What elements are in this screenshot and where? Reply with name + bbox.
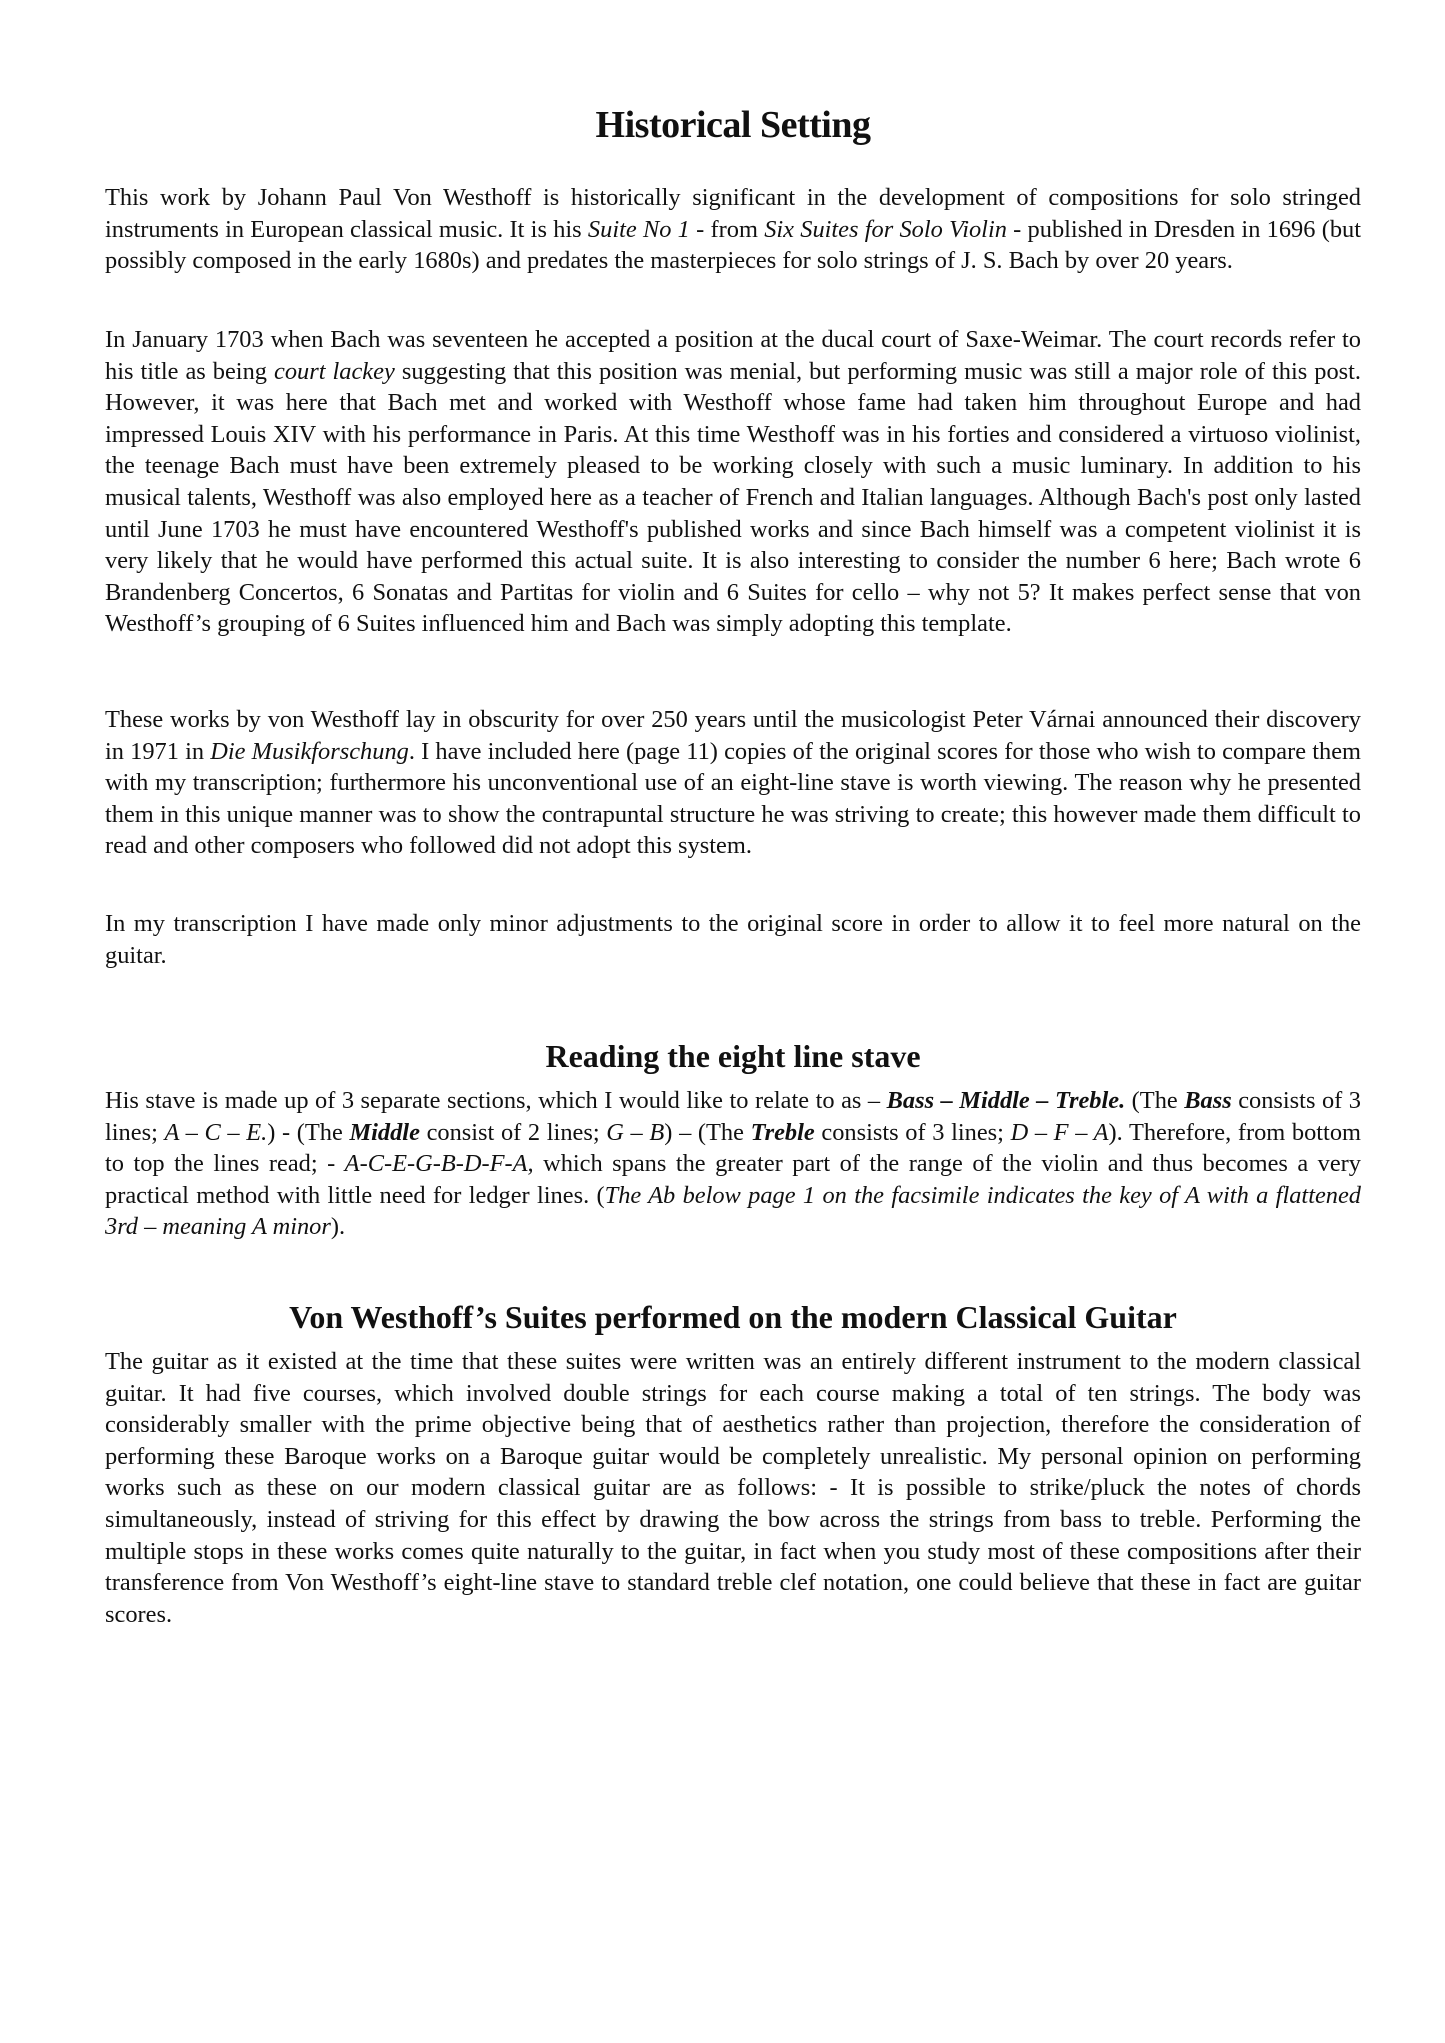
italic-text: Suite No 1 <box>587 215 690 243</box>
bold-italic-text: Bass <box>1184 1087 1232 1114</box>
bold-italic-text: Treble <box>750 1118 815 1146</box>
italic-text: G – B <box>606 1118 665 1146</box>
text-run: consists of 3 lines; <box>105 1087 1361 1146</box>
italic-text: Die Musikforschung <box>210 737 409 765</box>
text-run: ) – (The <box>664 1118 751 1146</box>
text-run: consist of 2 lines; <box>419 1118 607 1146</box>
text-run: consists of 3 lines; <box>814 1118 1011 1146</box>
text-run: - from <box>689 215 765 243</box>
paragraph-westhoff-significance <box>105 182 1361 277</box>
text-run: In my transcription I have made only minor adjustments to the original score in order to allow it to feel more natural on the guitar. <box>105 910 1361 969</box>
italic-text: A-C-E-G-B-D-F-A, <box>344 1150 534 1178</box>
paragraph-transcription-note <box>105 908 1361 971</box>
text-run: . I have included here (page 11) copies of the original scores for those who wish to compare them with my transcription; furthermore his unconventional use of an eight-line stave is worth viewing. The reason why he presented them in this unique manner was to show the contrapuntal structure he was striving to create; this however made them difficult to read and other composers who followed did not adopt this system. <box>105 737 1361 860</box>
text-run: The guitar as it existed at the time that these suites were written was an entirely different instrument to the modern classical guitar. It had five courses, which involved double strings for each course making a total of ten strings. The body was considerably smaller with the prime objective being that of aesthetics rather than projection, therefore the consideration of performing these Baroque works on a Baroque guitar would be completely unrealistic. My personal opinion on performing works such as these on our modern classical guitar are as follows: - It is possible to strike/pluck the notes of chords simultaneously, instead of striving for this effect by drawing the bow across the strings from bass to treble. Performing the multiple stops in these works comes quite naturally to the guitar, in fact when you study most of these compositions after their transference from Von Westhoff’s eight-line stave to standard treble clef notation, one could believe that these in fact are guitar scores. <box>105 1348 1361 1628</box>
italic-text: Six Suites for Solo Violin <box>764 215 1007 243</box>
text-run: ). <box>330 1213 346 1241</box>
bold-italic-text: Middle <box>349 1118 420 1146</box>
italic-text: The Ab below page 1 on the facsimile indicates the key of A with a flattened 3rd – meaning A minor <box>105 1181 1362 1241</box>
page-title: Historical Setting <box>595 104 871 146</box>
text-run: ) - (The <box>267 1118 350 1146</box>
italic-text: court lackey <box>274 357 395 385</box>
text-run: In January 1703 when Bach was seventeen he accepted a position at the ducal court of Saxe-Weimar. The court records refer to his title as being <box>105 326 1361 385</box>
text-run: (The <box>1125 1087 1185 1114</box>
bold-italic-text: Bass – Middle – Treble. <box>886 1087 1126 1114</box>
text-run: His stave is made up of 3 separate sections, which I would like to relate to as – <box>105 1087 887 1114</box>
section-heading-classical-guitar: Von Westhoff’s Suites performed on the modern Classical Guitar <box>289 1299 1177 1335</box>
paragraph-varnai-discovery <box>105 704 1361 862</box>
section-heading-eight-line-stave: Reading the eight line stave <box>545 1038 921 1074</box>
text-run: - published in Dresden in 1696 (but possibly composed in the early 1680s) and predates the masterpieces for solo strings of J. S. Bach by over 20 years. <box>105 215 1361 275</box>
paragraph-guitar-performance <box>105 1346 1361 1630</box>
paragraph-bach-weimar <box>105 324 1361 640</box>
paragraph-stave-sections <box>105 1085 1361 1243</box>
text-run: These works by von Westhoff lay in obscurity for over 250 years until the musicologist Peter Várnai announced their discovery in 1971 in <box>105 706 1361 765</box>
text-run: suggesting that this position was menial, but performing music was still a major role of this post. However, it was here that Bach met and worked with Westhoff whose fame had taken him throughout Europe and had impressed Louis XIV with his performance in Paris. At this time Westhoff was in his forties and considered a virtuoso violinist, the teenage Bach must have been extremely pleased to be working closely with such a music luminary. In addition to his musical talents, Westhoff was also employed here as a teacher of French and Italian languages. Although Bach's post only lasted until June 1703 he must have encountered Westhoff's published works and since Bach himself was a competent violinist it is very likely that he would have performed this actual suite. It is also interesting to consider the number 6 here; Bach wrote 6 Brandenberg Concertos, 6 Sonatas and Partitas for violin and 6 Suites for cello – why not 5? It makes perfect sense that von Westhoff’s grouping of 6 Suites influenced him and Bach was simply adopting this template. <box>105 357 1362 638</box>
italic-text: D – F – A <box>1010 1118 1109 1146</box>
italic-text: A – C – E. <box>164 1118 268 1146</box>
text-run: This work by Johann Paul Von Westhoff is historically significant in the development of compositions for solo stringed instruments in European classical music. It is his <box>105 184 1361 243</box>
text-run: which spans the greater part of the range of the violin and thus becomes a very practical method with little need for ledger lines. ( <box>105 1150 1361 1209</box>
text-run: ). Therefore, from bottom to top the lines read; - <box>105 1118 1361 1178</box>
